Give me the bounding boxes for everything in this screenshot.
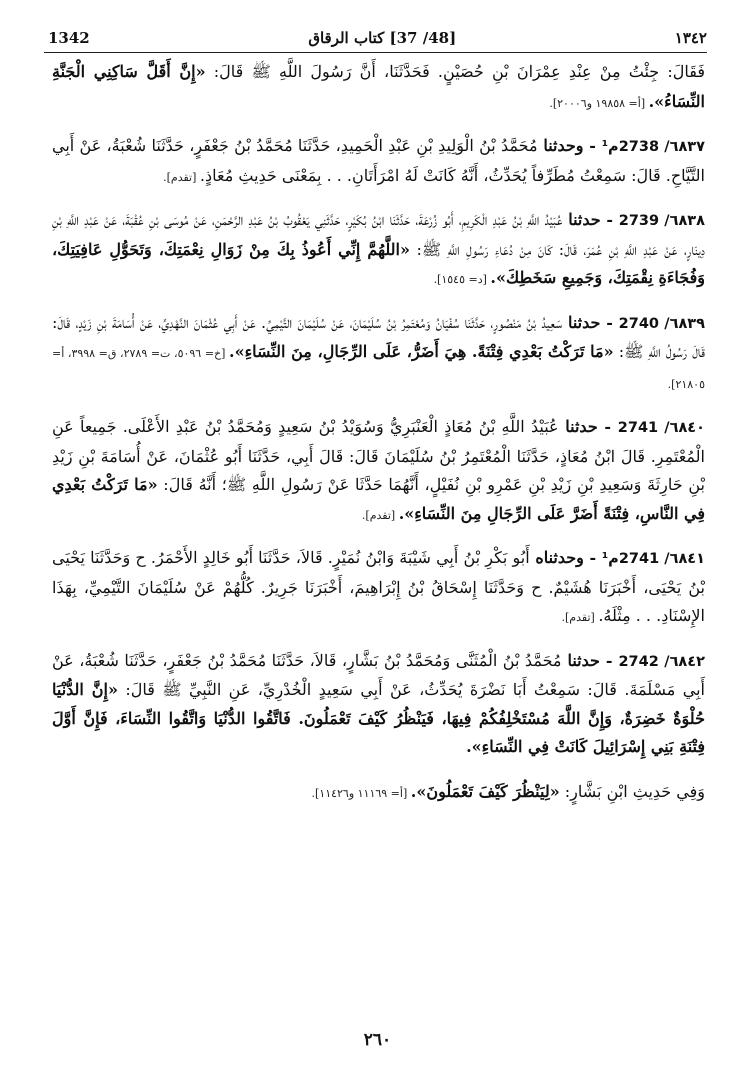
- hadith-matn: «لِيَنْظُرَ كَيْفَ تَعْمَلُونَ».: [410, 781, 560, 801]
- hadith-lead: - وحدثناه: [529, 548, 602, 567]
- hadith-matn: «إِنَّ أَقَلَّ سَاكِنِي الْجَنَّةِ النِّسَاءُ».: [52, 62, 705, 111]
- hadith-reference: [تقدم].: [561, 611, 599, 624]
- hadith-reference: [أ= ١١١٦٩ و١١٤٢٦].: [311, 786, 411, 800]
- hadith-paragraph: [52, 132, 705, 192]
- hadith-matn: «مَا تَرَكْتُ بَعْدِي فِتْنَةً. هِيَ أَضَرُّ، عَلَى الرِّجَالِ، مِنَ النِّسَاءِ».: [229, 342, 614, 361]
- hadith-paragraph: [52, 544, 705, 633]
- hadith-text: عُبَيْدُ اللَّهِ بْنُ عَبْدِ الْكَرِيمِ، أَبُو زُرْعَةَ، حَدَّثَنَا ابْنُ بُكَيْرٍ، حَدَّثَنِي يَعْقُوبُ بْنُ عَبْدِ الرَّحْمَنِ، عَنْ مُوسَى بْنِ عُقْبَةَ، عَنْ عَبْدِ اللَّهِ بْنِ دِينَارٍ، عَنْ عَبْدِ اللَّهِ بْنِ عُمَرَ، قَالَ: كَانَ مِنْ دُعَاءِ رَسُولِ اللَّهِ ﷺ:: [52, 210, 705, 259]
- hadith-text: فَقَالَ: جِئْتُ مِنْ عِنْدِ عِمْرَانَ بْنِ حُصَيْنٍ. فَحَدَّثَنَا، أَنَّ رَسُولَ اللَّهِ ﷺ قَالَ:: [205, 62, 706, 81]
- hadith-paragraph: [52, 413, 705, 530]
- hadith-reference: [تقدم].: [361, 508, 399, 522]
- hadith-matn: «مَا تَرَكْتُ بَعْدِي فِي النَّاسِ، فِتْنَةً أَضَرَّ عَلَى الرِّجَالِ مِنَ النِّسَاءِ».: [52, 475, 705, 523]
- hadith-lead: - حدثنا: [558, 417, 618, 436]
- hadith-text: سَعِيدُ بْنُ مَنْصُورٍ، حَدَّثَنَا سُفْيَانُ وَمُعْتَمِرُ بْنُ سُلَيْمَانَ، عَنْ سُلَيْمَانَ التَّيْمِيِّ. عَنْ أَبِي عُثْمَانَ النَّهْدِيِّ، عَنْ أُسَامَةَ بْنِ زَيْدٍ، قَالَ: قَالَ رَسُولُ اللَّهِ ﷺ:: [52, 312, 706, 361]
- hadith-lead: - حدثنا: [562, 210, 619, 229]
- hadith-number: ٦٨٤١/ 2741م¹: [601, 551, 705, 567]
- hadith-text: وَفِي حَدِيثِ ابْنِ بَشَّارٍ:: [559, 781, 705, 801]
- hadith-number: ٦٨٣٩/ 2740: [618, 315, 706, 332]
- hadith-text: مُحَمَّدُ بْنُ الْوَلِيدِ بْنِ عَبْدِ الْحَمِيدِ، حَدَّثَنَا مُحَمَّدُ بْنُ جَعْفَرٍ، حَدَّثَنَا شُعْبَةُ، عَنْ أَبِي التَّيَّاحِ. قَالَ: سَمِعْتُ مُطَرِّفاً يُحَدِّثُ، أَنَّهُ كَانَتْ لَهُ امْرَأَتَانِ. . . بِمَعْنَى حَدِيثِ مُعَاذٍ.: [52, 136, 705, 185]
- hadith-number: ٦٨٤٠/ 2741: [617, 420, 706, 436]
- hadith-text: مُحَمَّدُ بْنُ الْمُثَنَّى وَمُحَمَّدُ بْنُ بَشَّارٍ، قَالاَ، حَدَّثَنَا مُحَمَّدُ بْنُ جَعْفَرٍ، حَدَّثَنَا شُعْبَةُ، عَنْ أَبِي مَسْلَمَةَ. قَالَ: سَمِعْتُ أَبَا نَضْرَةَ يُحَدِّثُ، عَنْ أَبِي سَعِيدٍ الْخُدْرِيِّ، عَنِ النَّبِيِّ ﷺ قَالَ:: [52, 650, 705, 699]
- hadith-number: ٦٨٤٢/ 2742: [618, 653, 705, 670]
- page-header: [48, 24, 707, 52]
- page-number-latin: 1342: [48, 29, 90, 47]
- hadith-paragraph: [52, 309, 705, 400]
- hadith-paragraph: [52, 778, 705, 809]
- page-footer-number: ٢٦٠: [363, 1030, 392, 1050]
- hadith-lead: - حدثنا: [561, 650, 619, 670]
- hadith-reference: [خ= ٥٠٩٦، ت= ٢٧٨٩، ق= ٣٩٩٨، أ= ٢١٨٠٥].: [52, 347, 705, 391]
- hadith-paragraph: [52, 206, 705, 295]
- hadith-number: ٦٨٣٧/ 2738م¹: [601, 139, 705, 155]
- hadith-lead: - حدثنا: [562, 312, 619, 332]
- hadith-matn: «إِنَّ الدُّنْيَا حُلْوَةٌ خَضِرَةٌ، وَإِنَّ اللَّهَ مُسْتَخْلِفُكُمْ فِيهَا، فَيَنْظُرُ كَيْفَ تَعْمَلُونَ. فَاتَّقُوا الدُّنْيَا وَاتَّقُوا النِّسَاءَ، فَإِنَّ أَوَّلَ فِتْنَةِ بَنِي إِسْرَائِيلَ كَانَتْ فِي النِّسَاءِ».: [52, 680, 705, 756]
- header-rule: [44, 52, 707, 53]
- hadith-paragraph: [52, 58, 705, 118]
- hadith-matn: «اللَّهُمَّ إِنِّي أَعُوذُ بِكَ مِنْ زَوَالِ نِعْمَتِكَ، وَتَحَوُّلِ عَافِيَتِكَ، وَفُجَاءَةِ نِقْمَتِكَ، وَجَمِيعِ سَخَطِكَ».: [52, 239, 705, 287]
- hadith-reference: [د= ١٥٤٥].: [433, 273, 491, 286]
- hadith-reference: [تقدم].: [163, 170, 200, 184]
- hadith-paragraph: [52, 647, 705, 764]
- page-body: [52, 58, 705, 822]
- hadith-number: ٦٨٣٨/ 2739: [618, 213, 705, 229]
- hadith-text: عُبَيْدُ اللَّهِ بْنُ مُعَاذٍ الْعَنْبَرِيُّ وَسُوَيْدُ بْنُ سَعِيدٍ وَمُحَمَّدُ بْنُ عَبْدِ الأَعْلَى. جَمِيعاً عَنِ الْمُعْتَمِرِ. قَالَ ابْنُ مُعَاذٍ، حَدَّثَنَا الْمُعْتَمِرُ بْنُ سُلَيْمَانَ قَالَ: قَالَ أَبِي، حَدَّثَنَا أَبُو عُثْمَانَ، عَنْ أُسَامَةَ بْنِ زَيْدِ بْنِ حَارِثَةَ وَسَعِيدِ بْنِ زَيْدِ بْنِ عَمْرِو بْنِ نُفَيْلٍ، أَنَّهُمَا حَدَّثَا عَنْ رَسُولِ اللَّهِ ﷺ؛ أَنَّهُ قَالَ:: [52, 417, 705, 494]
- page-number-arabic: ١٣٤٢: [674, 29, 707, 47]
- hadith-text: أَبُو بَكْرِ بْنُ أَبِي شَيْبَةَ وَابْنُ نُمَيْرٍ. قَالاَ، حَدَّثَنَا أَبُو خَالِدٍ الأَحْمَرُ. ح وَحَدَّثَنَا يَحْيَى بْنُ يَحْيَى، أَخْبَرَنَا هُشَيْمٌ. ح وَحَدَّثَنَا إِسْحَاقُ بْنُ إِبْرَاهِيمَ، أَخْبَرَنَا جَرِيرٌ. كُلُّهُمْ عَنْ سُلَيْمَانَ التَّيْمِيِّ، بِهَذَا الإِسْنَادِ. . . مِثْلَهُ.: [52, 548, 705, 625]
- hadith-lead: - وحدثنا: [537, 136, 602, 155]
- running-title: [48/ 37] كتاب الرقاق: [308, 29, 457, 47]
- hadith-reference: [أ= ١٩٨٥٨ و٢٠٠٠٦].: [549, 96, 649, 110]
